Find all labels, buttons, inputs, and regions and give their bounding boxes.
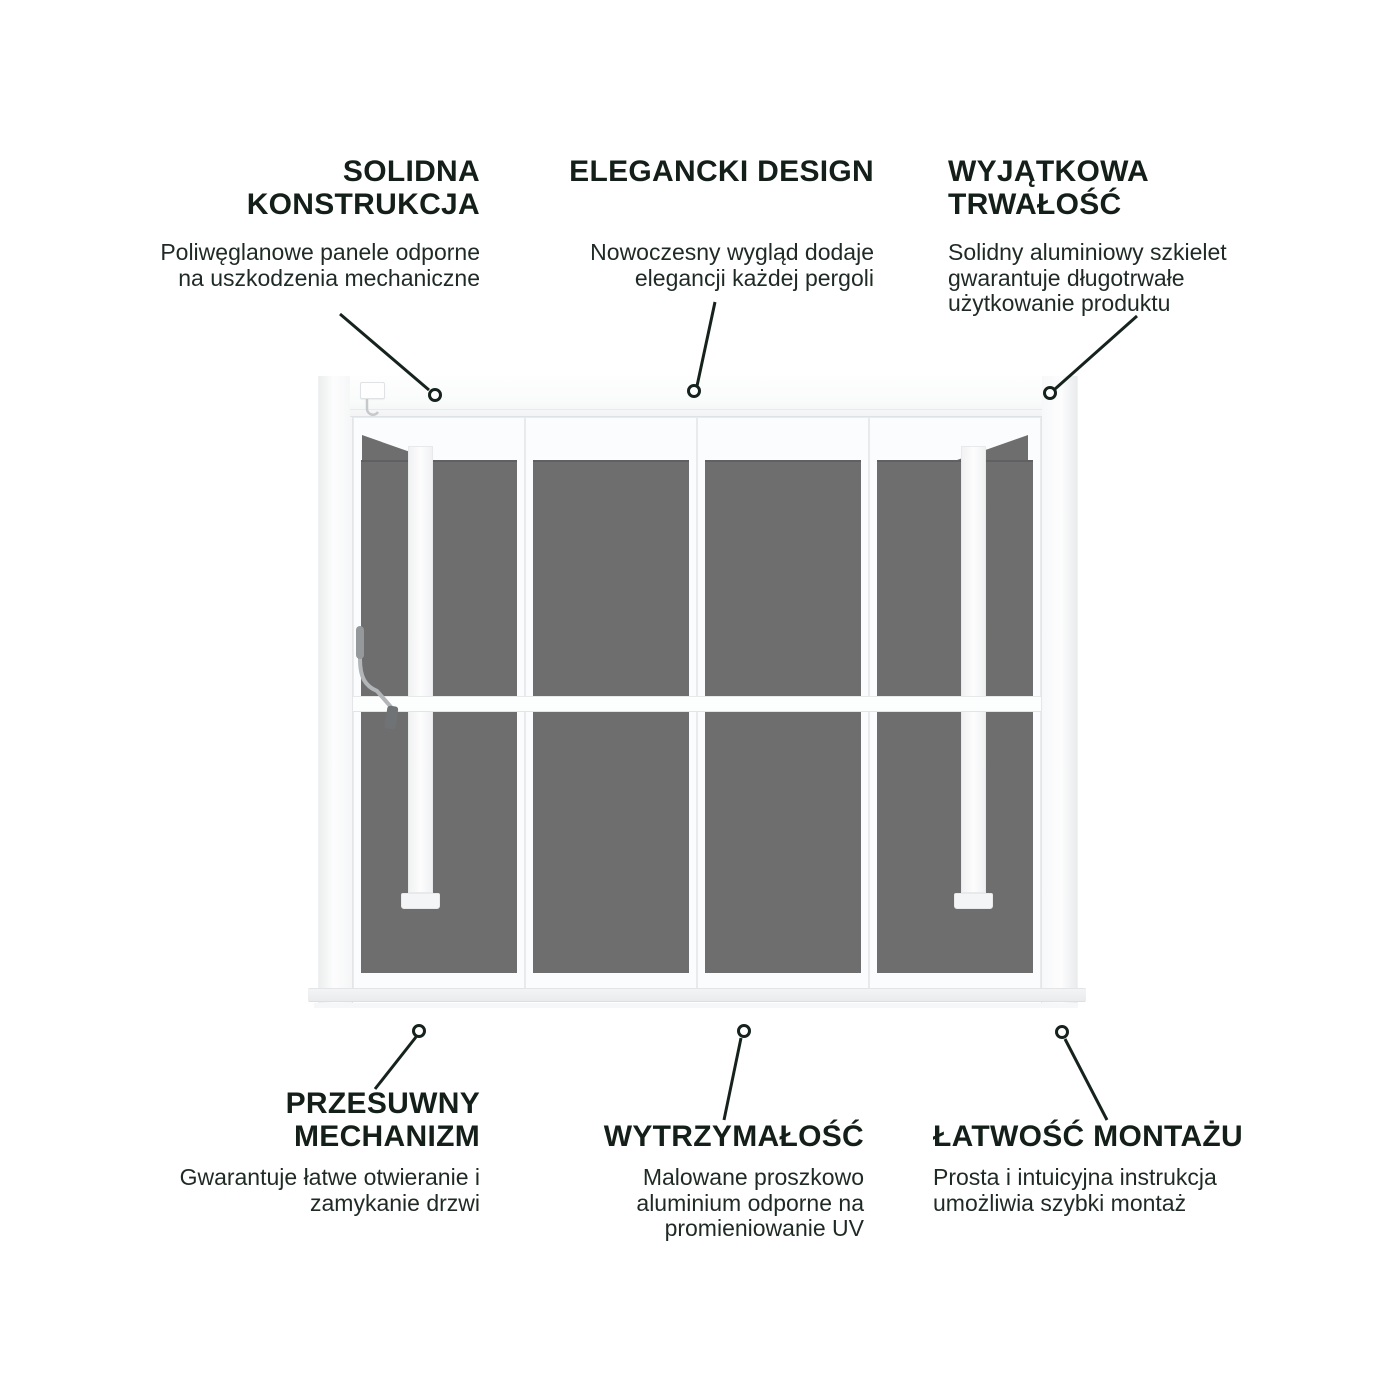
feature-title-box — [566, 1085, 864, 1153]
feature-przesuwny-mechanizm — [110, 1085, 480, 1216]
callout-dot — [739, 1026, 750, 1037]
feature-wytrzymalosc — [566, 1085, 864, 1242]
feature-description — [110, 1165, 480, 1216]
feature-description — [544, 240, 874, 291]
title-line: SOLIDNA — [342, 155, 480, 188]
pergola-column-left-foot — [401, 893, 440, 909]
feature-title-box — [933, 1085, 1293, 1153]
feature-description — [933, 1165, 1293, 1216]
feature-wyjatkowa-trwalosc — [948, 155, 1293, 317]
feature-title-box — [544, 155, 874, 228]
pergola-column-right — [961, 446, 986, 893]
pergola-column-right-foot — [954, 893, 993, 909]
feature-title — [544, 155, 874, 188]
feature-title — [95, 155, 480, 221]
callout-line — [375, 1037, 416, 1089]
desc-line: Gwarantuje łatwe otwieranie i — [179, 1164, 480, 1190]
title-line: TRWAŁOŚĆ — [948, 188, 1122, 221]
feature-title-box — [110, 1085, 480, 1153]
crank-bracket — [356, 626, 364, 659]
desc-line: Prosta i intuicyjna instrukcja — [933, 1164, 1217, 1190]
desc-line: Poliwęglanowe panele odporne — [160, 239, 480, 265]
feature-description — [95, 240, 480, 291]
desc-line: elegancji każdej pergoli — [634, 264, 874, 291]
ground-shadow — [314, 1003, 1078, 1008]
title-line: WYJĄTKOWA — [948, 155, 1150, 188]
feature-title-box — [948, 155, 1293, 228]
desc-line: promieniowanie UV — [664, 1215, 864, 1241]
title-line: KONSTRUKCJA — [246, 188, 480, 221]
right-post — [1041, 376, 1078, 1003]
pergola-product-image — [312, 376, 1078, 1008]
feature-description — [948, 240, 1293, 317]
desc-line: Nowoczesny wygląd dodaje — [590, 239, 874, 265]
feature-title-box — [95, 155, 480, 228]
title-line: ELEGANCKI DESIGN — [569, 155, 874, 188]
callout-line — [697, 302, 715, 386]
feature-description — [566, 1165, 864, 1242]
bottom-sill — [308, 988, 1086, 1002]
feature-title — [948, 155, 1293, 221]
middle-rail — [353, 696, 1041, 712]
desc-line: umożliwia szybki montaż — [933, 1189, 1187, 1216]
feature-title — [110, 1087, 480, 1153]
feature-title — [566, 1120, 864, 1153]
title-line: MECHANIZM — [293, 1120, 480, 1153]
desc-line: użytkowanie produktu — [948, 290, 1171, 316]
feature-latwosc-montazu — [933, 1085, 1293, 1216]
glass-pane — [533, 460, 689, 973]
top-beam-line — [350, 409, 1042, 410]
desc-line: na uszkodzenia mechaniczne — [178, 264, 480, 291]
title-line: ŁATWOŚĆ MONTAŻU — [933, 1120, 1243, 1153]
top-beam — [350, 376, 1042, 417]
feature-elegancki-design — [544, 155, 874, 291]
desc-line: gwarantuje długotrwałe — [948, 264, 1185, 291]
desc-line: aluminium odporne na — [636, 1189, 864, 1216]
glass-pane — [705, 460, 861, 973]
callout-dot — [414, 1026, 425, 1037]
feature-solidna-konstrukcja — [95, 155, 480, 291]
title-line: PRZESUWNY — [285, 1087, 480, 1120]
title-line: WYTRZYMAŁOŚĆ — [603, 1120, 864, 1153]
latch-box — [360, 382, 385, 399]
pergola-column-left — [408, 446, 433, 893]
desc-line: Malowane proszkowo — [642, 1164, 864, 1190]
feature-title — [933, 1120, 1293, 1153]
desc-line: Solidny aluminiowy szkielet — [948, 239, 1227, 265]
callout-dot — [1057, 1027, 1068, 1038]
left-post — [318, 376, 353, 1003]
desc-line: zamykanie drzwi — [310, 1189, 480, 1216]
